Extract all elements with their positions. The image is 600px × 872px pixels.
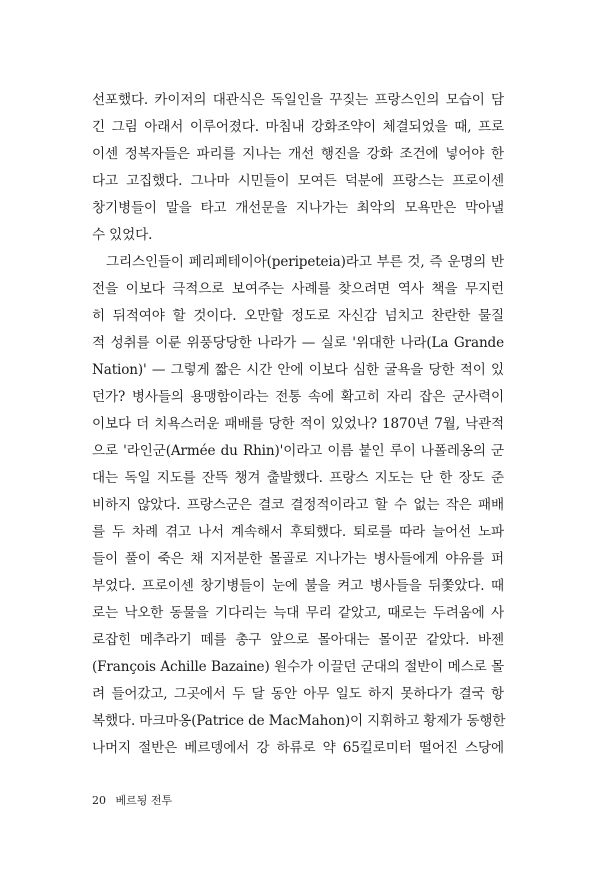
text-line: 부었다. 프로이센 창기병들이 눈에 불을 켜고 병사들을 뒤쫓았다. 때 (92, 578, 504, 594)
text-line: 들이 풀이 죽은 채 지저분한 몰골로 지나가는 병사들에게 야유를 퍼 (92, 551, 504, 567)
text-line: 던가? 병사들의 용맹함이라는 전통 속에 확고히 자리 잡은 군사력이 (92, 389, 504, 405)
text-line: 으로 '라인군(Armée du Rhin)'이라고 이름 붙인 루이 나폴레옹의 군 (92, 443, 504, 459)
text-line: 선포했다. 카이저의 대관식은 독일인을 꾸짖는 프랑스인의 모습이 담 (92, 92, 504, 108)
text-line: 다고 고집했다. 그나마 시민들이 모여든 덕분에 프랑스는 프로이센 (92, 173, 504, 189)
text-line: 긴 그림 아래서 이루어졌다. 마침내 강화조약이 체결되었을 때, 프로 (92, 119, 504, 135)
text-line: 나머지 절반은 베르뎅에서 강 하류로 약 65킬로미터 떨어진 스당에 (92, 740, 504, 756)
text-line: 를 두 차례 겪고 나서 계속해서 후퇴했다. 퇴로를 따라 늘어선 노파 (92, 524, 504, 540)
text-line: (François Achille Bazaine) 원수가 이끌던 군대의 절반이 메스로 몰 (92, 659, 504, 675)
text-line: 이센 정복자들은 파리를 지나는 개선 행진을 강화 조건에 넣어야 한 (92, 146, 504, 162)
text-line: 복했다. 마크마옹(Patrice de MacMahon)이 지휘하고 황제가 동행한 (92, 713, 506, 729)
running-title: 베르됭 전투 (115, 794, 173, 807)
text-line: 전을 이보다 극적으로 보여주는 사례를 찾으려면 역사 책을 무지런 (92, 281, 504, 297)
text-line: 로잡힌 메추라기 떼를 총구 앞으로 몰아대는 몰이꾼 같았다. 바젠 (92, 632, 504, 648)
text-line: 그리스인들이 페리페테이아(peripeteia)라고 부른 것, 즉 운명의 반 (106, 254, 504, 270)
text-line: 수 있었다. (92, 227, 153, 243)
text-line: 려 들어갔고, 그곳에서 두 달 동안 아무 일도 하지 못하다가 결국 항 (92, 686, 504, 702)
text-line: 비하지 않았다. 프랑스군은 결코 결정적이라고 할 수 없는 작은 패배 (92, 497, 504, 513)
text-line: 히 뒤적여야 할 것이다. 오만할 정도로 자신감 넘치고 찬란한 물질 (92, 308, 504, 324)
text-line: 창기병들이 말을 타고 개선문을 지나가는 최악의 모욕만은 막아낼 (92, 200, 504, 216)
text-line: 로는 낙오한 동물을 기다리는 늑대 무리 같았고, 때로는 두려움에 사 (92, 605, 504, 621)
page-number: 20 (92, 794, 106, 807)
text-line: Nation)' — 그렇게 짧은 시간 안에 이보다 심한 굴욕을 당한 적이 있 (92, 362, 504, 378)
text-line: 적 성취를 이룬 위풍당당한 나라가 — 실로 '위대한 나라(La Grande (92, 335, 504, 351)
text-line: 대는 독일 지도를 잔뜩 챙겨 출발했다. 프랑스 지도는 단 한 장도 준 (92, 470, 504, 486)
text-line: 이보다 더 치욕스러운 패배를 당한 적이 있었나? 1870년 7월, 낙관적 (92, 416, 504, 432)
page-footer (92, 793, 172, 809)
